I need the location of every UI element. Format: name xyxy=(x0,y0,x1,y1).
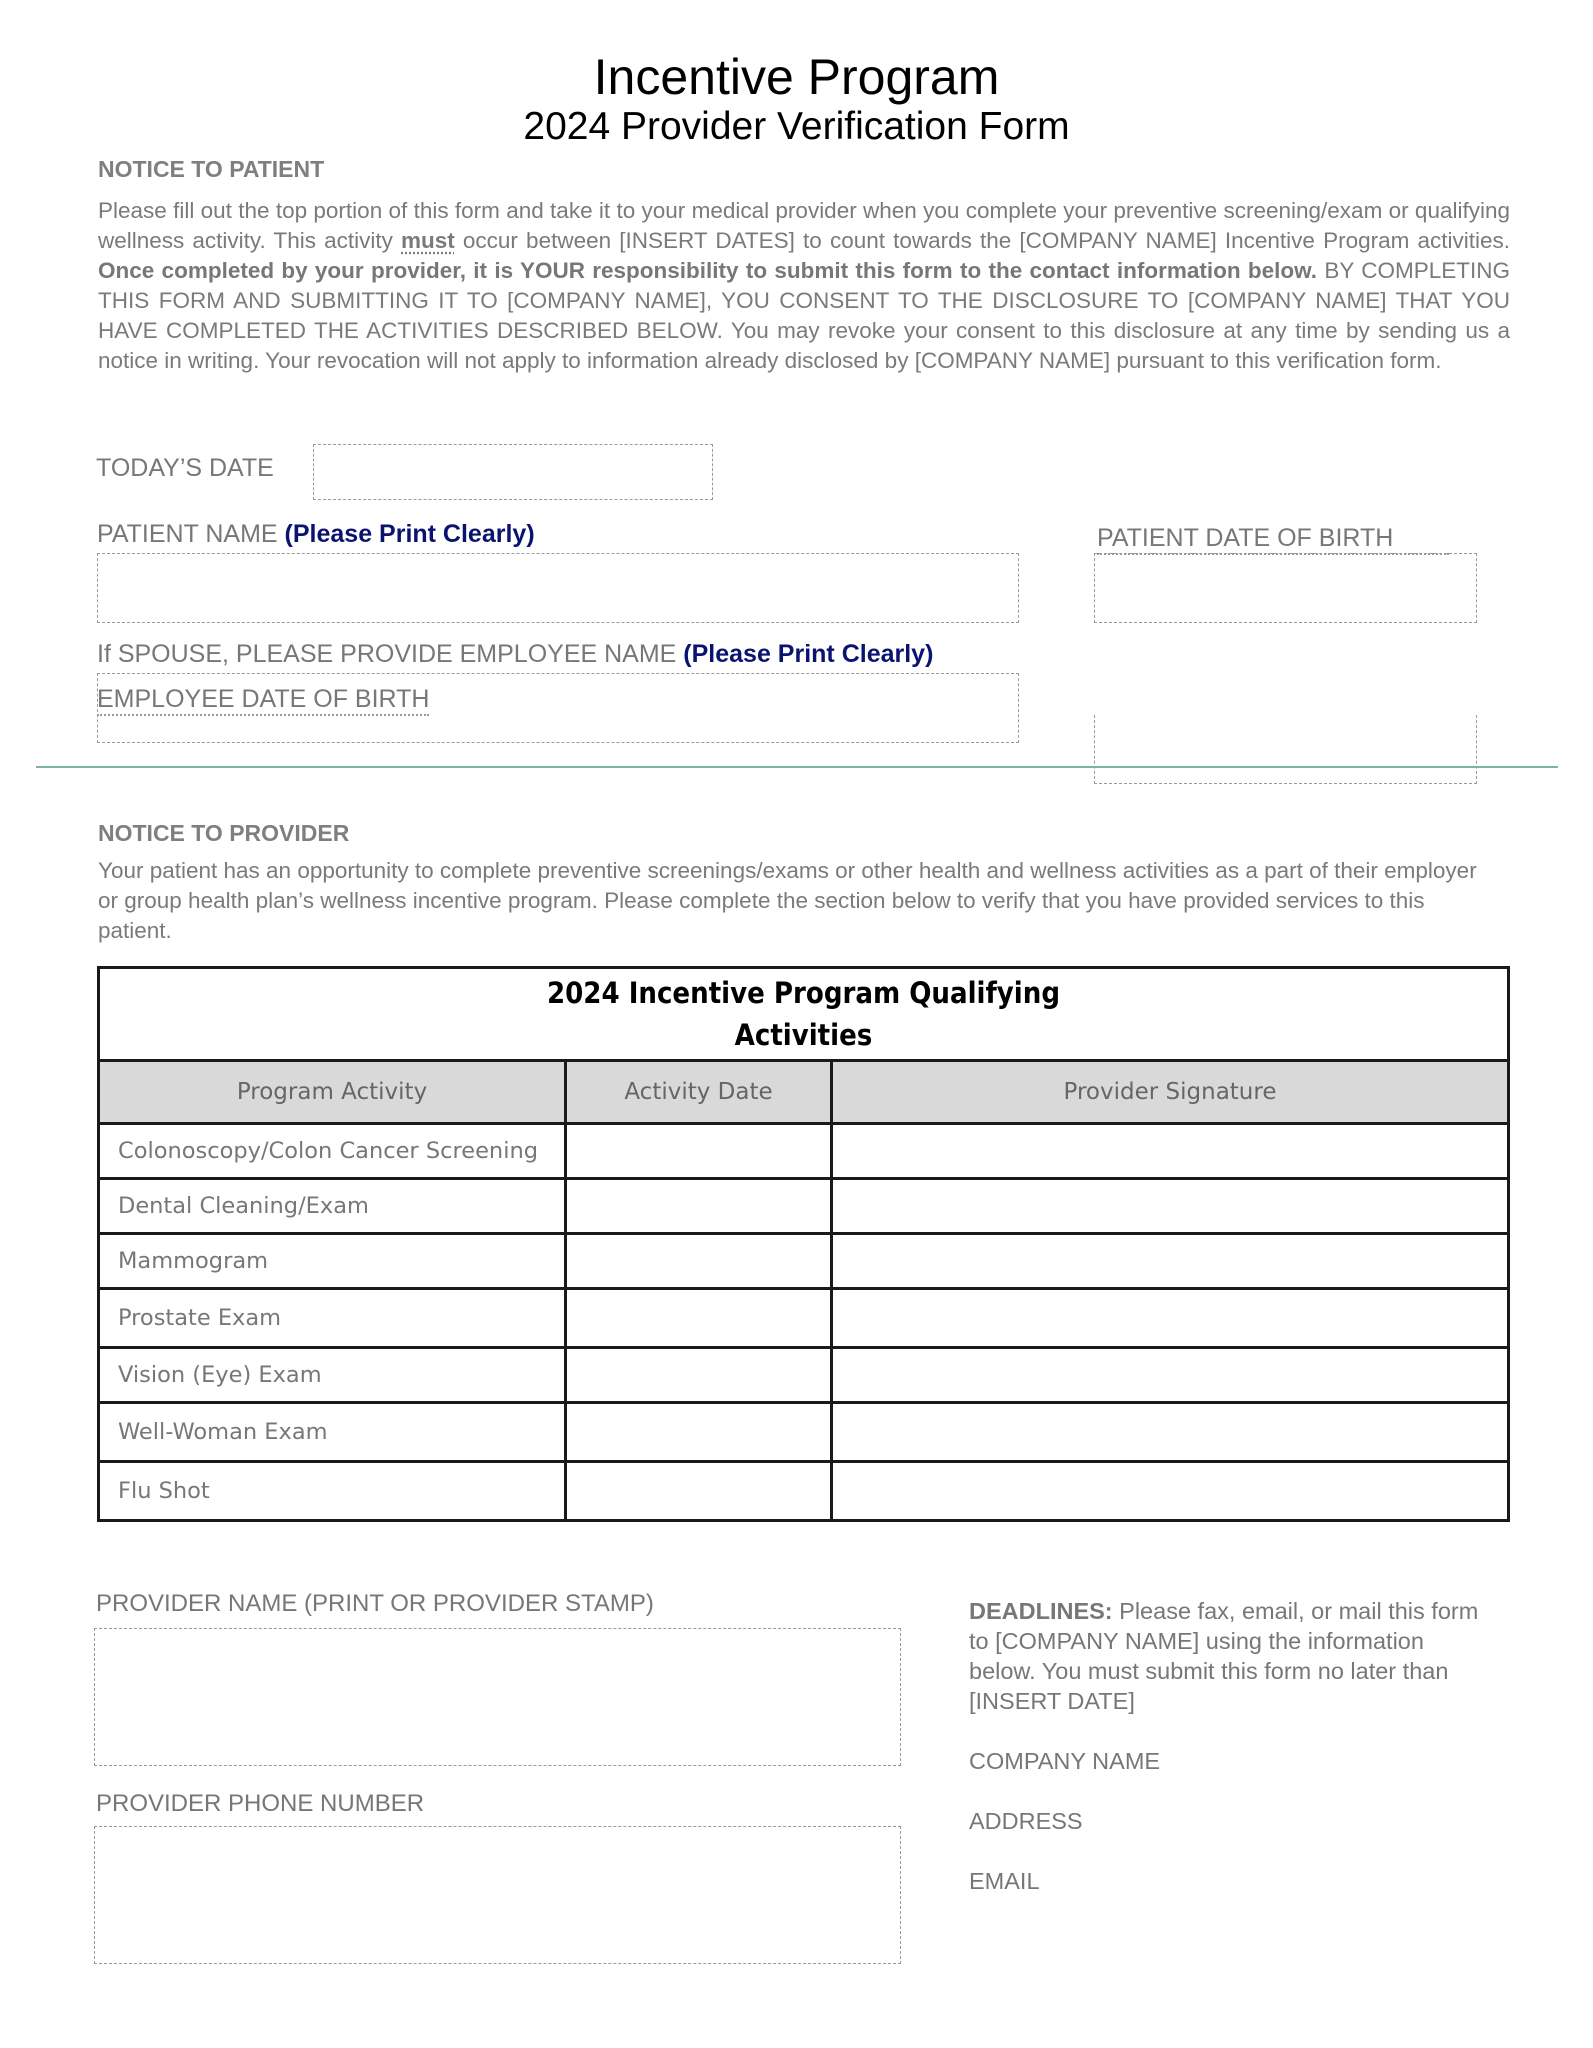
column-header-program-activity: Program Activity xyxy=(99,1061,566,1124)
employee-name-label xyxy=(97,640,933,669)
table-row xyxy=(99,1403,1509,1462)
must-emphasis: must xyxy=(401,228,455,253)
provider-name-label: PROVIDER NAME (PRINT OR PROVIDER STAMP) xyxy=(96,1590,654,1617)
activity-name: Prostate Exam xyxy=(99,1289,566,1348)
patient-notice-text-3: BY COMPLETING THIS FORM AND SUBMITTING IT TO [COMPANY NAME], YOU CONSENT TO THE DISCLOSURE TO [COMPANY NAME] THAT YOU HAVE COMPLETED THE ACTIVITIES DESCRIBED BELOW. You may revoke your consent to this disclosure at any time by sending us a notice in writing. Your revocation will not apply to information already disclosed by [COMPANY NAME] pursuant to this verification form. xyxy=(98,258,1510,373)
print-clearly-hint: (Please Print Clearly) xyxy=(683,640,934,668)
column-header-activity-date: Activity Date xyxy=(566,1061,832,1124)
activity-name: Well-Woman Exam xyxy=(99,1403,566,1462)
contact-address: ADDRESS xyxy=(969,1808,1083,1834)
activity-name: Flu Shot xyxy=(99,1462,566,1521)
patient-name-label xyxy=(97,520,535,549)
contact-email: EMAIL xyxy=(969,1868,1040,1894)
table-caption xyxy=(99,968,1509,1061)
todays-date-label: TODAY’S DATE xyxy=(96,454,274,482)
table-row xyxy=(99,1234,1509,1289)
employee-dob-field[interactable] xyxy=(1094,715,1477,784)
table-row xyxy=(99,1124,1509,1179)
patient-notice-heading: NOTICE TO PATIENT xyxy=(98,156,325,182)
patient-notice-bold: Once completed by your provider, it is YOUR responsibility to submit this form to the contact information below. xyxy=(98,258,1318,283)
activity-name: Dental Cleaning/Exam xyxy=(99,1179,566,1234)
activity-date-cell[interactable] xyxy=(566,1289,832,1348)
contact-company-name: COMPANY NAME xyxy=(969,1748,1161,1774)
activity-date-cell[interactable] xyxy=(566,1234,832,1289)
table-row xyxy=(99,1179,1509,1234)
activity-name: Mammogram xyxy=(99,1234,566,1289)
provider-notice-text: Your patient has an opportunity to complete preventive screenings/exams or other health and wellness activities as a part of their employer or group health plan’s wellness incentive program. Please complete the section below to verify that you have provided services to this patient. xyxy=(98,858,1477,943)
employee-dob-label: EMPLOYEE DATE OF BIRTH xyxy=(97,685,429,716)
patient-notice-text xyxy=(98,196,1510,376)
activity-date-cell[interactable] xyxy=(566,1348,832,1403)
patient-dob-label: PATIENT DATE OF BIRTH xyxy=(1097,524,1449,555)
provider-phone-field[interactable] xyxy=(94,1826,901,1964)
form-subtitle: 2024 Provider Verification Form xyxy=(523,105,1070,148)
patient-notice-text-1: Please fill out the top portion of this form and take it to your medical provider when you complete your preventive screening/exam or qualifying wellness activity. This activity xyxy=(98,198,1510,253)
form-title: Incentive Program xyxy=(593,49,1000,105)
todays-date-field[interactable] xyxy=(313,444,713,500)
print-clearly-hint: (Please Print Clearly) xyxy=(284,520,535,548)
patient-name-label-text: PATIENT NAME xyxy=(97,520,285,548)
deadlines-body: Please fax, email, or mail this form to [COMPANY NAME] using the information below. You must submit this form no later than [INSERT DATE] xyxy=(969,1598,1479,1714)
deadlines-text xyxy=(969,1596,1489,1716)
employee-name-label-text: If SPOUSE, PLEASE PROVIDE EMPLOYEE NAME xyxy=(97,640,684,668)
activity-name: Vision (Eye) Exam xyxy=(99,1348,566,1403)
patient-name-field[interactable] xyxy=(97,553,1019,623)
provider-signature-cell[interactable] xyxy=(832,1179,1509,1234)
provider-signature-cell[interactable] xyxy=(832,1289,1509,1348)
provider-signature-cell[interactable] xyxy=(832,1462,1509,1521)
section-divider xyxy=(36,766,1558,768)
provider-signature-cell[interactable] xyxy=(832,1234,1509,1289)
table-row xyxy=(99,1348,1509,1403)
activity-date-cell[interactable] xyxy=(566,1124,832,1179)
activity-date-cell[interactable] xyxy=(566,1462,832,1521)
qualifying-activities-table xyxy=(97,966,1510,1522)
table-caption-line1: 2024 Incentive Program Qualifying xyxy=(547,976,1060,1010)
activity-date-cell[interactable] xyxy=(566,1403,832,1462)
column-header-provider-signature: Provider Signature xyxy=(832,1061,1509,1124)
provider-notice-heading: NOTICE TO PROVIDER xyxy=(98,820,350,846)
provider-phone-label: PROVIDER PHONE NUMBER xyxy=(96,1790,425,1817)
table-row xyxy=(99,1462,1509,1521)
provider-name-field[interactable] xyxy=(94,1628,901,1766)
deadlines-label: DEADLINES: xyxy=(969,1598,1113,1624)
activity-name: Colonoscopy/Colon Cancer Screening xyxy=(99,1124,566,1179)
provider-signature-cell[interactable] xyxy=(832,1403,1509,1462)
patient-notice-text-2: occur between [INSERT DATES] to count towards the [COMPANY NAME] Incentive Program activities. xyxy=(454,228,1510,253)
table-row xyxy=(99,1289,1509,1348)
patient-dob-field[interactable] xyxy=(1094,553,1477,623)
activity-date-cell[interactable] xyxy=(566,1179,832,1234)
table-caption-line2: Activities xyxy=(734,1018,873,1052)
provider-signature-cell[interactable] xyxy=(832,1348,1509,1403)
provider-signature-cell[interactable] xyxy=(832,1124,1509,1179)
